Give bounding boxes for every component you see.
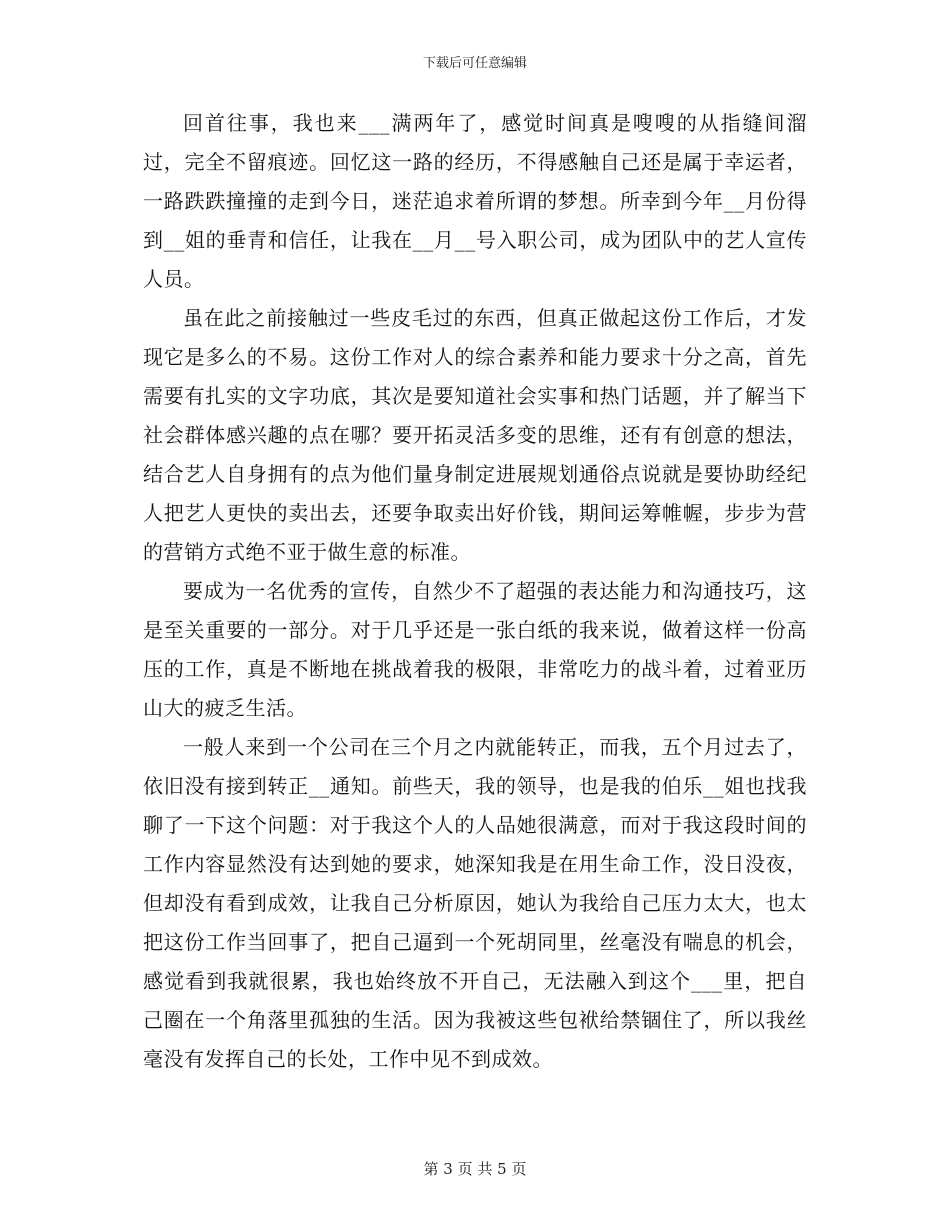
page-number-footer: 第 3 页 共 5 页: [423, 1160, 527, 1178]
paragraph-1: 回首往事，我也来___满两年了，感觉时间真是嗖嗖的从指缝间溜过，完全不留痕迹。回忆这一路的经历，不得感触自己还是属于幸运者，一路跌跌撞撞的走到今日，迷茫追求着所谓的梦想。所幸到今年__月份得到__姐的垂青和信任，让我在__月__号入职公司，成为团队中的艺人宣传人员。: [143, 111, 807, 291]
page-header: 下载后可任意编辑: [422, 56, 527, 71]
paragraph-3: 要成为一名优秀的宣传，自然少不了超强的表达能力和沟通技巧，这是至关重要的一部分。对于几乎还是一张白纸的我来说，做着这样一份高压的工作，真是不断地在挑战着我的极限，非常吃力的战斗着，过着亚历山大的疲乏生活。: [143, 579, 807, 720]
paragraph-2: 虽在此之前接触过一些皮毛过的东西，但真正做起这份工作后，才发现它是多么的不易。这份工作对人的综合素养和能力要求十分之高，首先需要有扎实的文字功底，其次是要知道社会实事和热门话题，并了解当下社会群体感兴趣的点在哪？要开拓灵活多变的思维，还有有创意的想法，结合艺人自身拥有的点为他们量身制定进展规划通俗点说就是要协助经纪人把艺人更快的卖出去，还要争取卖出好价钱，期间运筹帷幄，步步为营的营销方式绝不亚于做生意的标准。: [143, 306, 807, 564]
paragraph-4: 一般人来到一个公司在三个月之内就能转正，而我，五个月过去了，依旧没有接到转正__通知。前些天，我的领导，也是我的伯乐__姐也找我聊了一下这个问题：对于我这个人的人品她很满意，而对于我这段时间的工作内容显然没有达到她的要求，她深知我是在用生命工作，没日没夜，但却没有看到成效，让我自己分析原因，她认为我给自己压力太大，也太把这份工作当回事了，把自己逼到一个死胡同里，丝毫没有喘息的机会，感觉看到我就很累，我也始终放不开自己，无法融入到这个___里，把自己圈在一个角落里孤独的生活。因为我被这些包袱给禁锢住了，所以我丝毫没有发挥自己的长处，工作中见不到成效。: [143, 735, 807, 1071]
document-body: [143, 104, 807, 1079]
